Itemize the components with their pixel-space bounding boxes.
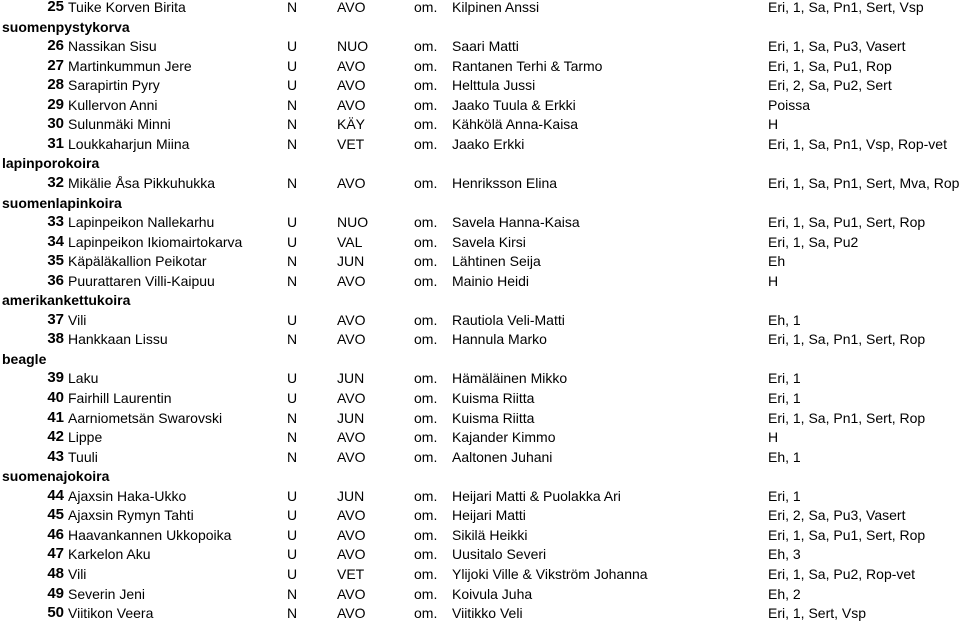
sex-code: U xyxy=(287,487,298,504)
class-code: AVO xyxy=(337,0,366,15)
dog-name: Laku xyxy=(68,370,99,387)
sex-code: U xyxy=(287,38,298,55)
entry-number: 37 xyxy=(47,310,64,328)
dog-name: Mikälie Åsa Pikkuhukka xyxy=(68,174,216,191)
class-code: AVO xyxy=(337,311,366,328)
owner-prefix: om. xyxy=(414,429,438,446)
class-code: AVO xyxy=(337,448,366,465)
owner-prefix: om. xyxy=(414,77,438,94)
entry-row xyxy=(0,505,959,525)
owner-prefix: om. xyxy=(414,174,438,191)
owner-name: Koivula Juha xyxy=(452,585,533,602)
result-text: Eri, 1, Sa, Pu3, Vasert xyxy=(768,38,906,55)
owner-prefix: om. xyxy=(414,605,438,622)
entry-number: 39 xyxy=(47,369,64,387)
sex-code: U xyxy=(287,507,298,524)
class-code: KÄY xyxy=(337,116,366,133)
owner-name: Ylijoki Ville & Vikström Johanna xyxy=(452,565,648,582)
breed-label: lapinporokoira xyxy=(2,155,100,172)
dog-name: Tuike Korven Birita xyxy=(68,0,186,15)
class-code: AVO xyxy=(337,390,366,406)
class-code: AVO xyxy=(337,585,366,602)
entry-number: 26 xyxy=(47,37,64,55)
breed-label: suomenlapinkoira xyxy=(2,194,122,211)
entry-row xyxy=(0,114,959,134)
dog-name: Sarapirtin Pyry xyxy=(68,77,160,94)
owner-name: Uusitalo Severi xyxy=(452,546,547,563)
dog-name: Viitikon Veera xyxy=(68,605,154,622)
entry-number: 40 xyxy=(47,389,64,406)
entry-number: 47 xyxy=(47,545,64,563)
dog-name: Ajaxsin Haka-Ukko xyxy=(68,487,187,504)
breed-label: beagle xyxy=(2,350,47,367)
result-text: Eri, 1, Sa, Pn1, Sert, Vsp xyxy=(768,0,924,15)
owner-prefix: om. xyxy=(414,57,438,74)
owner-prefix: om. xyxy=(414,38,438,55)
entry-row xyxy=(0,75,959,95)
sex-code: N xyxy=(287,585,298,602)
entry-number: 43 xyxy=(47,447,64,465)
entry-row xyxy=(0,408,959,428)
result-text: Eri, 1, Sa, Pu1, Rop xyxy=(768,57,892,74)
result-text: Eh, 1 xyxy=(768,448,801,465)
owner-name: Hannula Marko xyxy=(452,331,547,348)
dog-name: Loukkaharjun Miina xyxy=(68,135,190,152)
sex-code: U xyxy=(287,546,298,563)
owner-name: Savela Hanna-Kaisa xyxy=(452,214,580,231)
breed-heading xyxy=(0,466,959,486)
entry-row xyxy=(0,427,959,447)
dog-name: Kullervon Anni xyxy=(68,96,158,113)
dog-name: Käpäläkallion Peikotar xyxy=(68,253,207,270)
result-text: Eri, 2, Sa, Pu2, Sert xyxy=(768,77,892,94)
owner-prefix: om. xyxy=(414,253,438,270)
sex-code: U xyxy=(287,311,298,328)
dog-name: Hankkaan Lissu xyxy=(68,331,168,348)
dog-name: Martinkummun Jere xyxy=(68,57,192,74)
entry-row xyxy=(0,310,959,330)
entry-number: 44 xyxy=(47,486,64,504)
result-text: H xyxy=(768,429,779,446)
dog-name: Lippe xyxy=(68,429,103,446)
entry-number: 32 xyxy=(47,173,64,191)
owner-name: Savela Kirsi xyxy=(452,233,526,250)
sex-code: N xyxy=(287,331,298,348)
result-text: Eri, 1, Sa, Pn1, Sert, Rop xyxy=(768,409,926,426)
entry-row xyxy=(0,603,959,623)
result-text: Eri, 1 xyxy=(768,370,801,387)
owner-prefix: om. xyxy=(414,585,438,602)
entry-row xyxy=(0,388,959,408)
owner-prefix: om. xyxy=(414,311,438,328)
result-text: Eh xyxy=(768,253,786,270)
dog-name: Ajaxsin Rymyn Tahti xyxy=(68,507,194,524)
entry-number: 25 xyxy=(47,0,64,15)
entry-row xyxy=(0,368,959,388)
entry-number: 45 xyxy=(47,506,64,524)
sex-code: U xyxy=(287,390,298,406)
dog-name: Karkelon Aku xyxy=(68,546,151,563)
sex-code: N xyxy=(287,272,298,289)
dog-name: Nassikan Sisu xyxy=(68,38,157,55)
entry-row xyxy=(0,251,959,271)
owner-name: Jaako Tuula & Erkki xyxy=(452,96,576,113)
sex-code: U xyxy=(287,233,298,250)
entry-row xyxy=(0,329,959,349)
class-code: VET xyxy=(337,565,365,582)
entry-number: 30 xyxy=(47,115,64,133)
owner-prefix: om. xyxy=(414,214,438,231)
result-text: Eri, 1, Sa, Pu2 xyxy=(768,233,859,250)
class-code: NUO xyxy=(337,38,369,55)
sex-code: N xyxy=(287,174,298,191)
class-code: VET xyxy=(337,135,365,152)
result-text: Eri, 1 xyxy=(768,390,801,406)
entry-row xyxy=(0,584,959,604)
class-code: AVO xyxy=(337,546,366,563)
result-text: Eri, 1, Sert, Vsp xyxy=(768,605,867,622)
owner-prefix: om. xyxy=(414,409,438,426)
class-code: AVO xyxy=(337,526,366,543)
class-code: AVO xyxy=(337,429,366,446)
entry-number: 27 xyxy=(47,56,64,74)
class-code: AVO xyxy=(337,331,366,348)
dog-name: Sulunmäki Minni xyxy=(68,116,171,133)
breed-label: amerikankettukoira xyxy=(2,292,131,309)
entry-number: 50 xyxy=(47,604,64,622)
dog-name: Vili xyxy=(68,311,87,328)
sex-code: N xyxy=(287,429,298,446)
breed-heading xyxy=(0,153,959,173)
entry-number: 34 xyxy=(47,232,64,250)
owner-prefix: om. xyxy=(414,565,438,582)
result-text: Eri, 1 xyxy=(768,487,801,504)
entry-row xyxy=(0,212,959,232)
owner-prefix: om. xyxy=(414,272,438,289)
dog-name: Severin Jeni xyxy=(68,585,146,602)
owner-prefix: om. xyxy=(414,390,438,406)
dog-name: Puurattaren Villi-Kaipuu xyxy=(68,272,215,289)
class-code: AVO xyxy=(337,96,366,113)
class-code: JUN xyxy=(337,487,365,504)
owner-prefix: om. xyxy=(414,546,438,563)
owner-name: Rantanen Terhi & Tarmo xyxy=(452,57,603,74)
owner-prefix: om. xyxy=(414,116,438,133)
result-text: Eri, 1, Sa, Pu2, Rop-vet xyxy=(768,565,916,582)
sex-code: U xyxy=(287,214,298,231)
sex-code: N xyxy=(287,253,298,270)
sex-code: N xyxy=(287,0,298,15)
owner-prefix: om. xyxy=(414,507,438,524)
sex-code: U xyxy=(287,57,298,74)
breed-heading xyxy=(0,17,959,37)
entry-row xyxy=(0,36,959,56)
sex-code: N xyxy=(287,135,298,152)
entry-row xyxy=(0,95,959,115)
sex-code: N xyxy=(287,448,298,465)
sex-code: N xyxy=(287,409,298,426)
owner-prefix: om. xyxy=(414,331,438,348)
owner-name: Aaltonen Juhani xyxy=(452,448,553,465)
dog-name: Fairhill Laurentin xyxy=(68,390,172,406)
owner-prefix: om. xyxy=(414,370,438,387)
owner-prefix: om. xyxy=(414,233,438,250)
result-text: Eri, 1, Sa, Pn1, Sert, Mva, Rop xyxy=(768,174,959,191)
entry-row xyxy=(0,271,959,291)
owner-name: Heijari Matti & Puolakka Ari xyxy=(452,487,621,504)
entry-number: 31 xyxy=(47,134,64,152)
owner-name: Kuisma Riitta xyxy=(452,409,535,426)
owner-name: Henriksson Elina xyxy=(452,174,558,191)
class-code: AVO xyxy=(337,57,366,74)
sex-code: N xyxy=(287,96,298,113)
class-code: JUN xyxy=(337,253,365,270)
entry-number: 38 xyxy=(47,330,64,348)
entry-row xyxy=(0,525,959,545)
owner-name: Kilpinen Anssi xyxy=(452,0,540,15)
result-text: Eri, 1, Sa, Pn1, Sert, Rop xyxy=(768,331,926,348)
owner-prefix: om. xyxy=(414,487,438,504)
sex-code: U xyxy=(287,526,298,543)
dog-name: Tuuli xyxy=(68,448,98,465)
entry-number: 48 xyxy=(47,564,64,582)
result-text: Eri, 1, Sa, Pn1, Vsp, Rop-vet xyxy=(768,135,947,152)
owner-name: Helttula Jussi xyxy=(452,77,536,94)
class-code: AVO xyxy=(337,77,366,94)
owner-name: Kähkölä Anna-Kaisa xyxy=(452,116,579,133)
class-code: AVO xyxy=(337,272,366,289)
dog-name: Aarniometsän Swarovski xyxy=(68,409,223,426)
owner-prefix: om. xyxy=(414,448,438,465)
result-text: H xyxy=(768,272,779,289)
class-code: VAL xyxy=(337,233,363,250)
breed-heading xyxy=(0,290,959,310)
owner-name: Saari Matti xyxy=(452,38,519,55)
owner-name: Sikilä Heikki xyxy=(452,526,528,543)
owner-name: Mainio Heidi xyxy=(452,272,530,289)
breed-heading xyxy=(0,349,959,369)
entry-row xyxy=(0,486,959,506)
entry-number: 41 xyxy=(47,408,64,426)
sex-code: U xyxy=(287,565,298,582)
dog-name: Vili xyxy=(68,565,87,582)
sex-code: N xyxy=(287,605,298,622)
entry-row xyxy=(0,0,959,17)
breed-heading xyxy=(0,193,959,213)
owner-name: Kajander Kimmo xyxy=(452,429,556,446)
result-text: Eri, 1, Sa, Pu1, Sert, Rop xyxy=(768,214,926,231)
owner-name: Hämäläinen Mikko xyxy=(452,370,568,387)
sex-code: U xyxy=(287,370,298,387)
result-text: H xyxy=(768,116,779,133)
entry-row xyxy=(0,232,959,252)
entry-row xyxy=(0,173,959,193)
owner-prefix: om. xyxy=(414,0,438,15)
class-code: JUN xyxy=(337,370,365,387)
owner-name: Rautiola Veli-Matti xyxy=(452,311,565,328)
sex-code: U xyxy=(287,77,298,94)
class-code: AVO xyxy=(337,174,366,191)
breed-label: suomenajokoira xyxy=(2,468,110,485)
entry-number: 29 xyxy=(47,95,64,113)
result-text: Eh, 1 xyxy=(768,311,801,328)
result-text: Poissa xyxy=(768,96,811,113)
class-code: AVO xyxy=(337,605,366,622)
owner-name: Lähtinen Seija xyxy=(452,253,541,270)
result-text: Eh, 3 xyxy=(768,546,801,563)
entry-number: 49 xyxy=(47,584,64,602)
entry-row xyxy=(0,564,959,584)
owner-name: Heijari Matti xyxy=(452,507,526,524)
entry-number: 28 xyxy=(47,76,64,94)
dog-name: Haavankannen Ukkopoika xyxy=(68,526,232,543)
owner-name: Viitikko Veli xyxy=(452,605,523,622)
result-text: Eri, 2, Sa, Pu3, Vasert xyxy=(768,507,906,524)
entry-row xyxy=(0,447,959,467)
class-code: JUN xyxy=(337,409,365,426)
entry-number: 42 xyxy=(47,428,64,446)
entry-number: 36 xyxy=(47,271,64,289)
owner-name: Jaako Erkki xyxy=(452,135,525,152)
entry-row xyxy=(0,544,959,564)
sex-code: N xyxy=(287,116,298,133)
class-code: AVO xyxy=(337,507,366,524)
owner-prefix: om. xyxy=(414,526,438,543)
entry-number: 33 xyxy=(47,213,64,231)
dog-name: Lapinpeikon Ikiomairtokarva xyxy=(68,233,243,250)
entry-number: 35 xyxy=(47,252,64,270)
entry-number: 46 xyxy=(47,525,64,543)
result-text: Eri, 1, Sa, Pu1, Sert, Rop xyxy=(768,526,926,543)
breed-label: suomenpystykorva xyxy=(2,18,130,35)
entry-row xyxy=(0,134,959,154)
owner-prefix: om. xyxy=(414,135,438,152)
class-code: NUO xyxy=(337,214,369,231)
entry-row xyxy=(0,56,959,76)
result-text: Eh, 2 xyxy=(768,585,801,602)
owner-name: Kuisma Riitta xyxy=(452,390,535,406)
owner-prefix: om. xyxy=(414,96,438,113)
dog-name: Lapinpeikon Nallekarhu xyxy=(68,214,215,231)
